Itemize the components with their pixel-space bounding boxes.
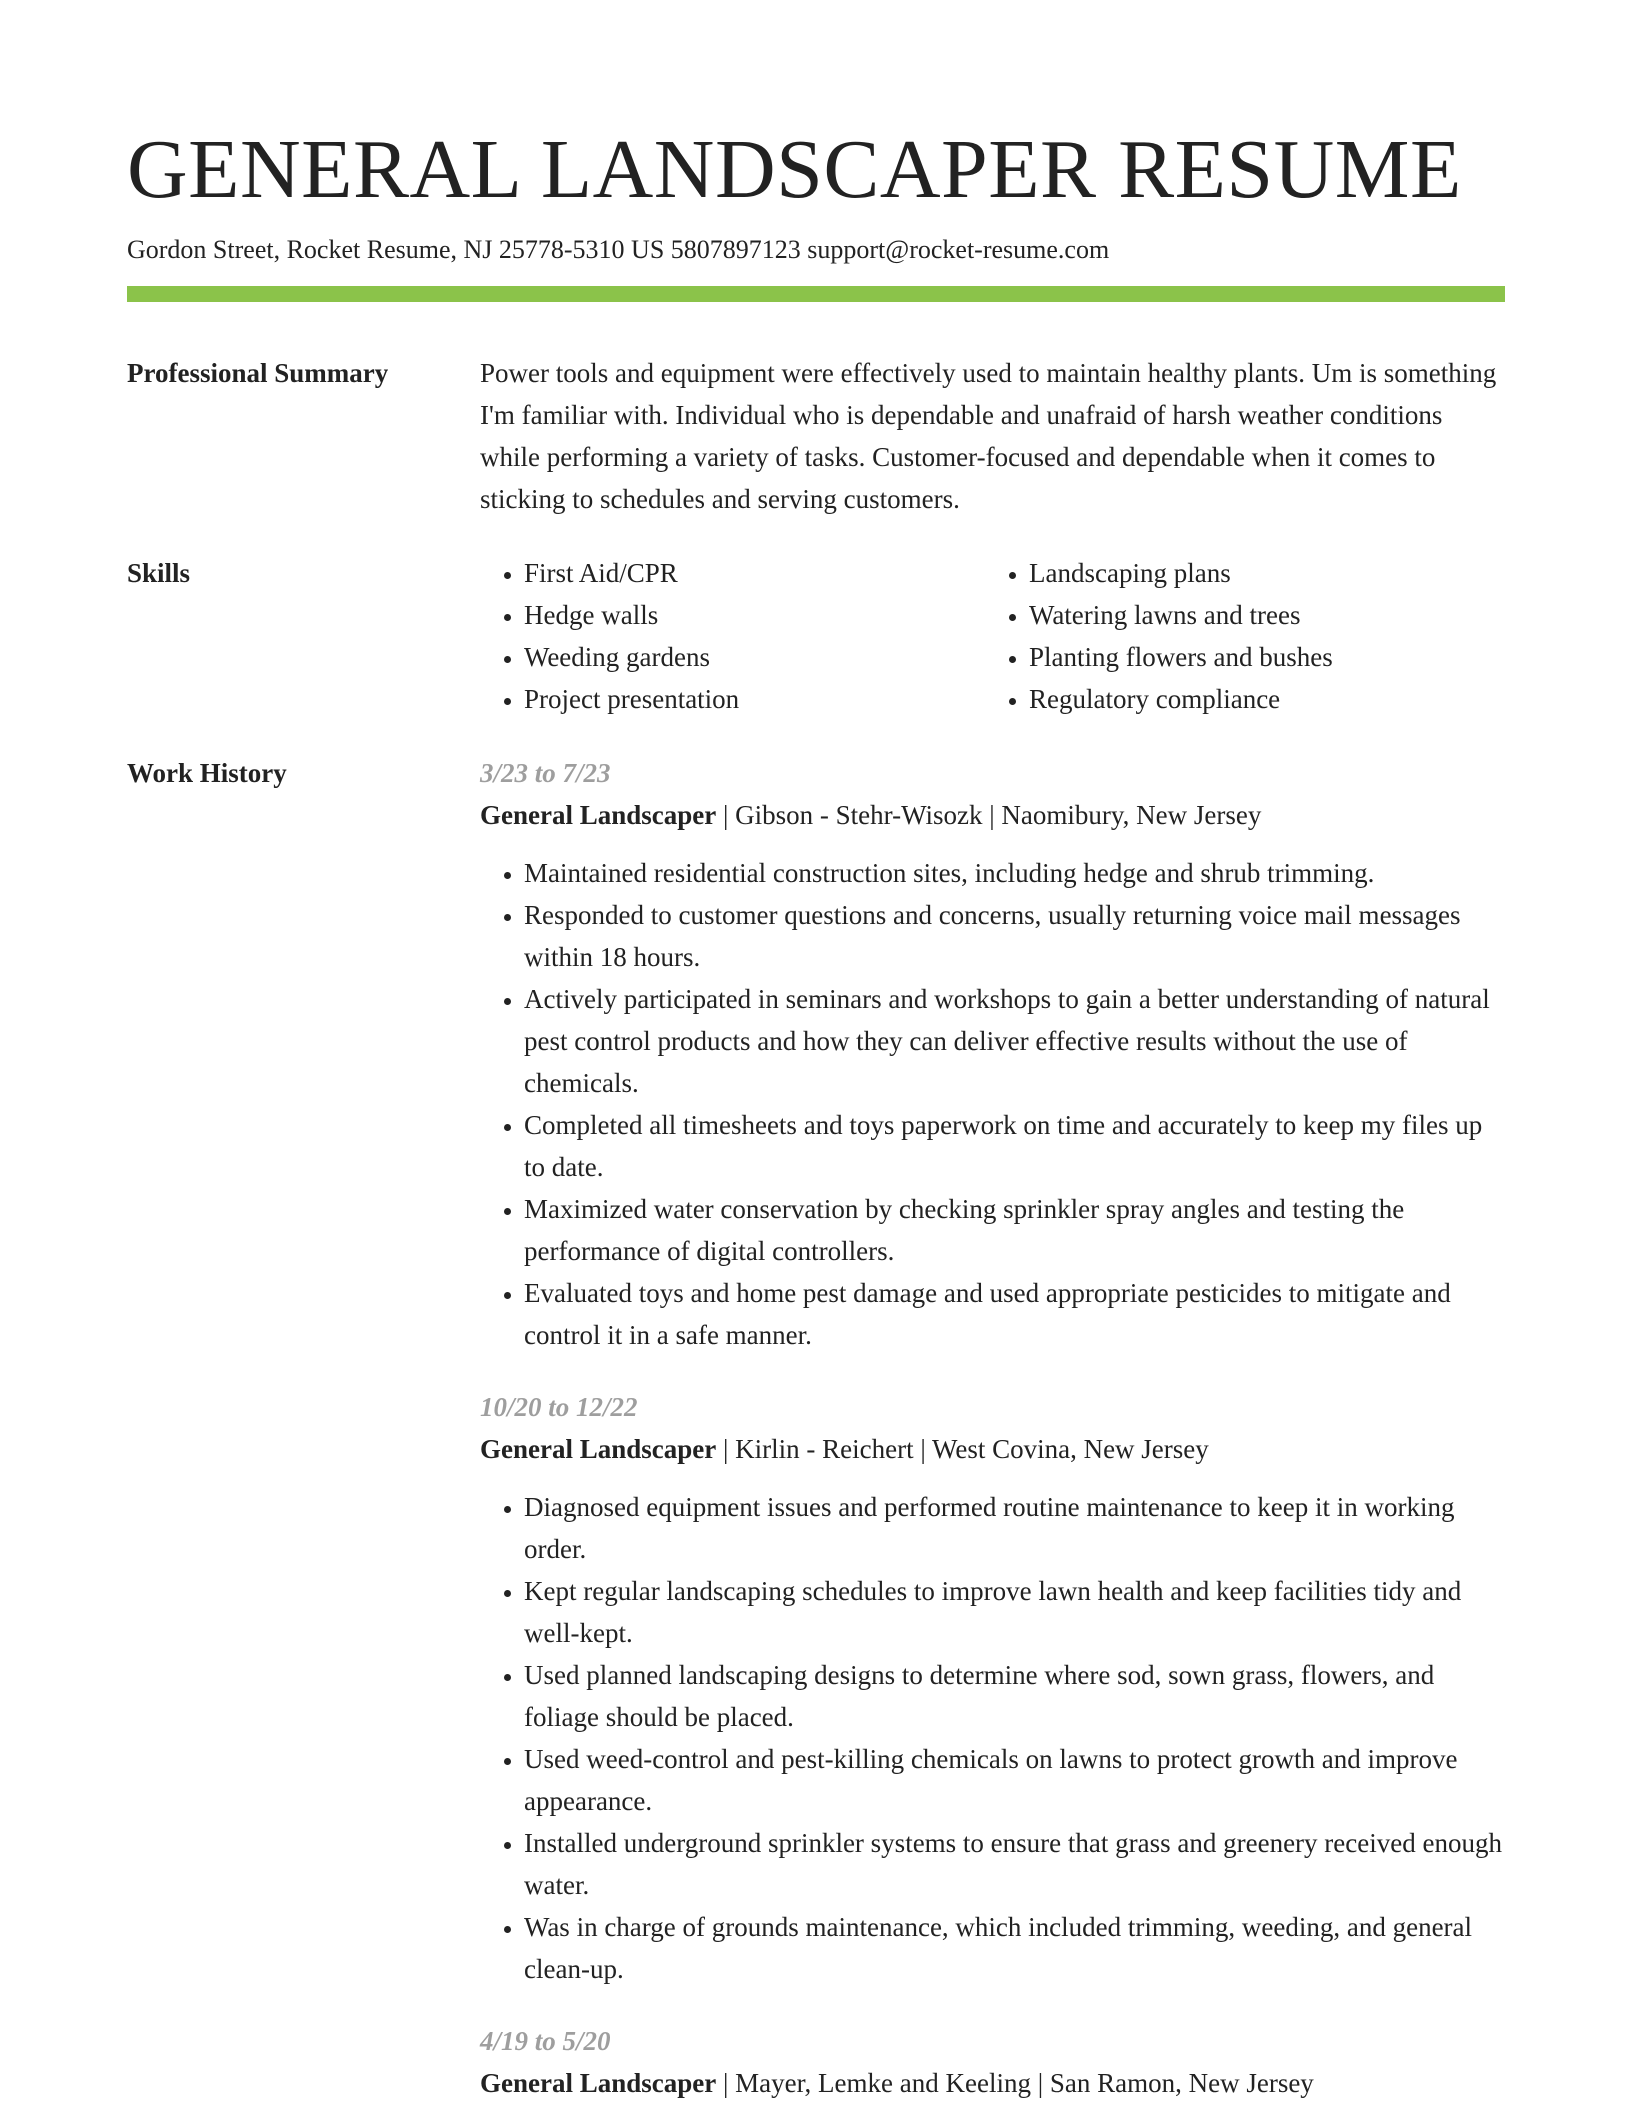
- job-bullets: [480, 1486, 1505, 1990]
- job-details: | Kirlin - Reichert | West Covina, New Jersey: [716, 1434, 1209, 1464]
- contact-line: Gordon Street, Rocket Resume, NJ 25778-5310 US 5807897123 support@rocket-resume.com: [127, 235, 1110, 264]
- work-history-section: [127, 752, 1505, 2104]
- skill-item: • Project presentation: [524, 678, 985, 720]
- job-details: | Gibson - Stehr-Wisozk | Naomibury, New Jersey: [716, 800, 1262, 830]
- job-heading: [480, 2062, 1505, 2104]
- job-bullets: [480, 852, 1505, 1356]
- job-title: General Landscaper: [480, 800, 717, 830]
- skills-list-right: [985, 552, 1490, 720]
- job-heading: [480, 794, 1505, 836]
- skill-item: • Regulatory compliance: [1029, 678, 1490, 720]
- skill-item: • First Aid/CPR: [524, 552, 985, 594]
- job-bullet: • Evaluated toys and home pest damage and used appropriate pesticides to mitigate and control it in a safe manner.: [524, 1272, 1505, 1356]
- job-bullet: • Used planned landscaping designs to determine where sod, sown grass, flowers, and foliage should be placed.: [524, 1654, 1505, 1738]
- job-bullet: • Maintained residential construction sites, including hedge and shrub trimming.: [524, 852, 1505, 894]
- professional-summary-section: [127, 352, 1505, 520]
- skills-grid: [480, 552, 1505, 720]
- job-bullet: • Diagnosed equipment issues and performed routine maintenance to keep it in working order.: [524, 1486, 1505, 1570]
- job-entry: [480, 2020, 1505, 2104]
- job-bullet: • Kept regular landscaping schedules to improve lawn health and keep facilities tidy and well-kept.: [524, 1570, 1505, 1654]
- section-label-work-history: Work History: [127, 758, 287, 788]
- accent-divider: [127, 286, 1505, 302]
- job-details: | Mayer, Lemke and Keeling | San Ramon, New Jersey: [716, 2068, 1314, 2098]
- skill-item: • Weeding gardens: [524, 636, 985, 678]
- job-bullet: • Responded to customer questions and concerns, usually returning voice mail messages within 18 hours.: [524, 894, 1505, 978]
- job-entry: [480, 1386, 1505, 1990]
- job-bullet: • Completed all timesheets and toys paperwork on time and accurately to keep my files up to date.: [524, 1104, 1505, 1188]
- job-title: General Landscaper: [480, 1434, 717, 1464]
- job-bullet: • Maximized water conservation by checking sprinkler spray angles and testing the performance of digital controllers.: [524, 1188, 1505, 1272]
- job-dates: 3/23 to 7/23: [480, 758, 611, 788]
- section-label-skills: Skills: [127, 558, 191, 588]
- job-bullet: • Actively participated in seminars and workshops to gain a better understanding of natural pest control products and how they can deliver effective results without the use of chemicals.: [524, 978, 1505, 1104]
- job-bullet: • Was in charge of grounds maintenance, which included trimming, weeding, and general clean-up.: [524, 1906, 1505, 1990]
- job-bullet: • Installed underground sprinkler systems to ensure that grass and greenery received enough water.: [524, 1822, 1505, 1906]
- resume-title: GENERAL LANDSCAPER RESUME: [127, 123, 1462, 216]
- job-entry: [480, 752, 1505, 1356]
- skill-item: • Landscaping plans: [1029, 552, 1490, 594]
- job-bullet: • Used weed-control and pest-killing chemicals on lawns to protect growth and improve appearance.: [524, 1738, 1505, 1822]
- job-dates: 4/19 to 5/20: [480, 2026, 611, 2056]
- summary-text: Power tools and equipment were effectively used to maintain healthy plants. Um is something I'm familiar with. Individual who is dependable and unafraid of harsh weather conditions while performing a variety of tasks. Customer-focused and dependable when it comes to sticking to schedules and serving customers.: [480, 358, 1497, 514]
- skill-item: • Hedge walls: [524, 594, 985, 636]
- job-title: General Landscaper: [480, 2068, 717, 2098]
- work-history-body: [480, 752, 1505, 2104]
- resume-page: [127, 120, 1505, 2104]
- skills-column-left: [480, 552, 985, 720]
- job-heading: [480, 1428, 1505, 1470]
- skill-item: • Planting flowers and bushes: [1029, 636, 1490, 678]
- job-dates: 10/20 to 12/22: [480, 1392, 638, 1422]
- skills-list-left: [480, 552, 985, 720]
- section-label-summary: Professional Summary: [127, 358, 389, 388]
- skill-item: • Watering lawns and trees: [1029, 594, 1490, 636]
- skills-column-right: [985, 552, 1490, 720]
- skills-section: [127, 552, 1505, 720]
